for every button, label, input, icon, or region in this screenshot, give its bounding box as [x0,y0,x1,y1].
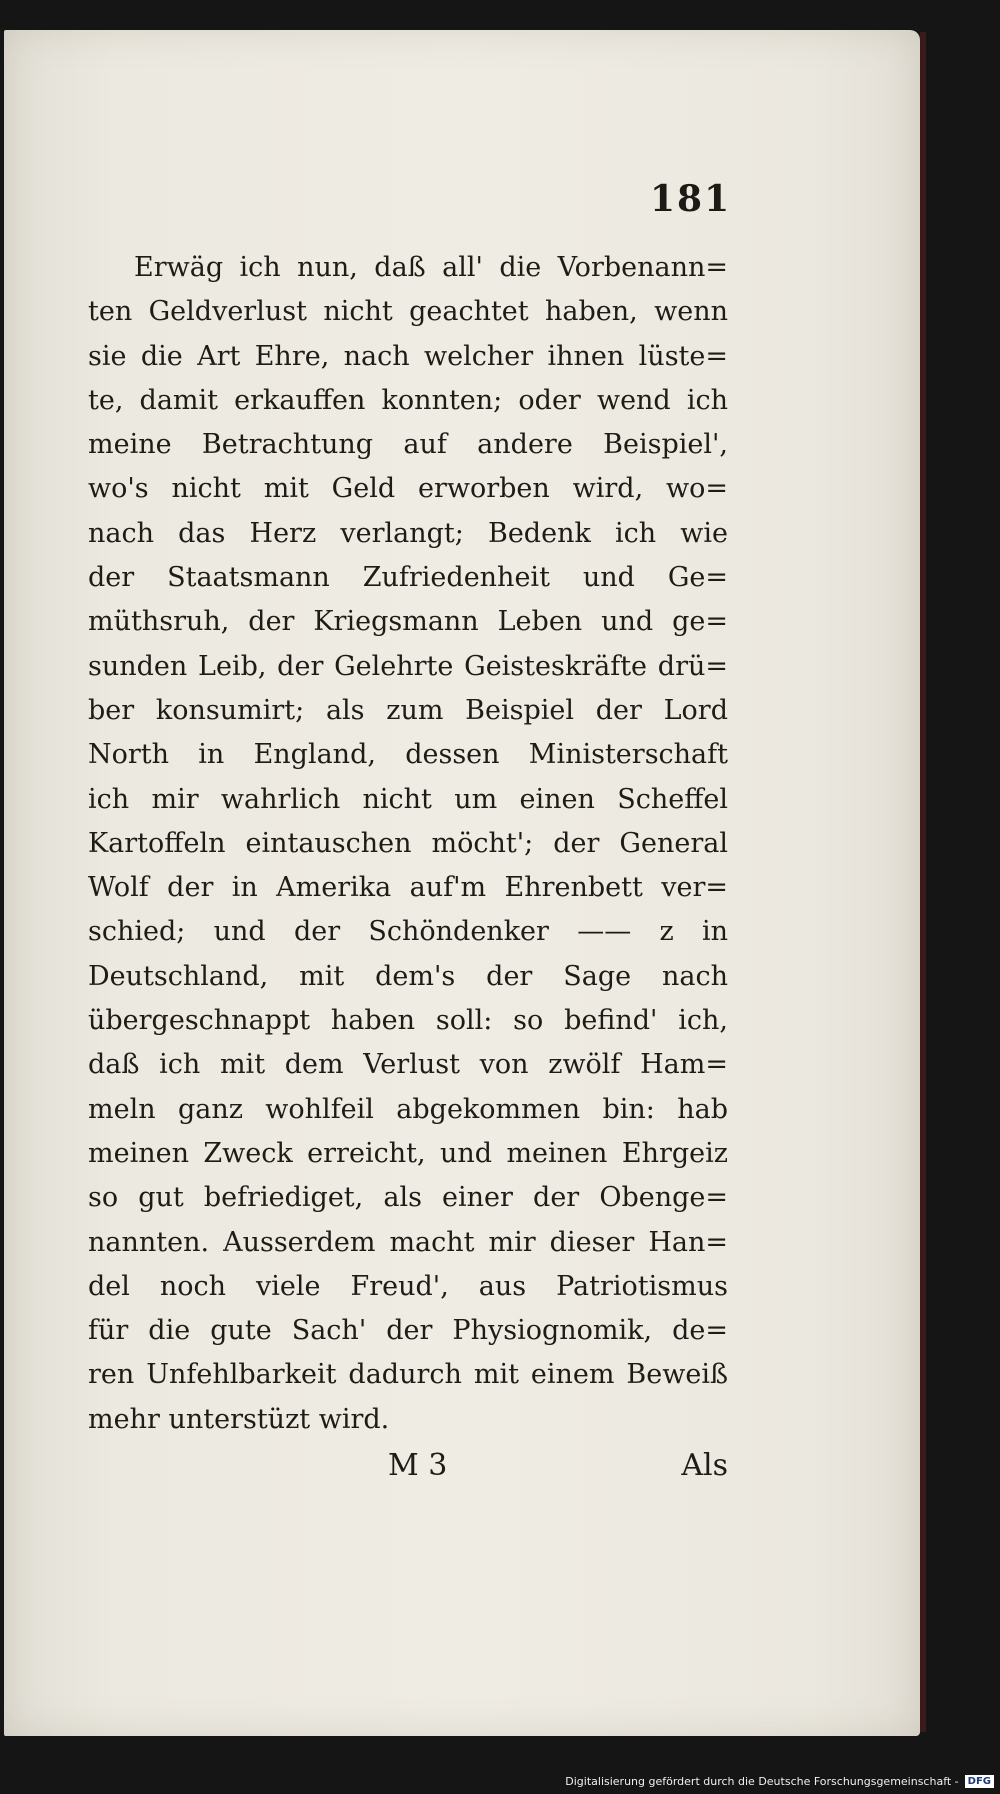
text-line: meln ganz wohlfeil abgekommen bin: hab [88,1093,728,1125]
text-line: sie die Art Ehre, nach welcher ihnen lüste= [88,340,728,372]
text-line: North in England, dessen Ministerschaft [88,739,728,771]
text-line: für die gute Sach' der Physiognomik, de= [88,1315,728,1347]
catchword: Als [681,1448,728,1483]
text-line: ich mir wahrlich nicht um einen Scheffel [88,783,728,815]
text-line: übergeschnappt haben soll: so befind' ich, [88,1005,728,1037]
text-line: nach das Herz verlangt; Bedenk ich wie [88,517,728,549]
text-line: meine Betrachtung auf andere Beispiel', [88,429,728,461]
credit-text: Digitalisierung gefördert durch die Deutsche Forschungsgemeinschaft - [565,1774,959,1788]
page-number: 181 [650,178,732,220]
text-line: ren Unfehlbarkeit dadurch mit einem Beweiß [88,1359,728,1391]
text-line: Wolf der in Amerika auf'm Ehrenbett ver= [88,872,728,904]
signature-mark: M 3 [388,1448,448,1483]
text-line: ten Geldverlust nicht geachtet haben, wenn [88,296,728,328]
body-text [88,246,728,1442]
page-edge [920,32,926,1732]
digitization-credit [565,1772,994,1790]
text-line: Erwäg ich nun, daß all' die Vorbenann= [134,252,728,283]
text-line: daß ich mit dem Verlust von zwölf Ham= [88,1049,728,1081]
text-line: wo's nicht mit Geld erworben wird, wo= [88,473,728,505]
text-line: nannten. Ausserdem macht mir dieser Han= [88,1226,728,1258]
text-line: der Staatsmann Zufriedenheit und Ge= [88,562,728,594]
text-line: müthsruh, der Kriegsmann Leben und ge= [88,606,728,638]
page-footer [88,1448,728,1498]
text-line: ber konsumirt; als zum Beispiel der Lord [88,694,728,726]
text-line: so gut befriediget, als einer der Obenge= [88,1182,728,1214]
text-line: sunden Leib, der Gelehrte Geisteskräfte drü= [88,650,728,682]
text-line: mehr unterstüzt wird. [88,1403,390,1435]
dfg-logo-icon: DFG [965,1775,994,1788]
text-line: schied; und der Schöndenker —— z in [88,916,728,948]
text-line: te, damit erkauffen konnten; oder wend ich [88,384,728,416]
text-line: meinen Zweck erreicht, und meinen Ehrgeiz [88,1137,728,1169]
text-line: Kartoffeln eintauschen möcht'; der General [88,827,728,859]
text-line: Deutschland, mit dem's der Sage nach [88,960,728,992]
text-line: del noch viele Freud', aus Patriotismus [88,1270,728,1302]
